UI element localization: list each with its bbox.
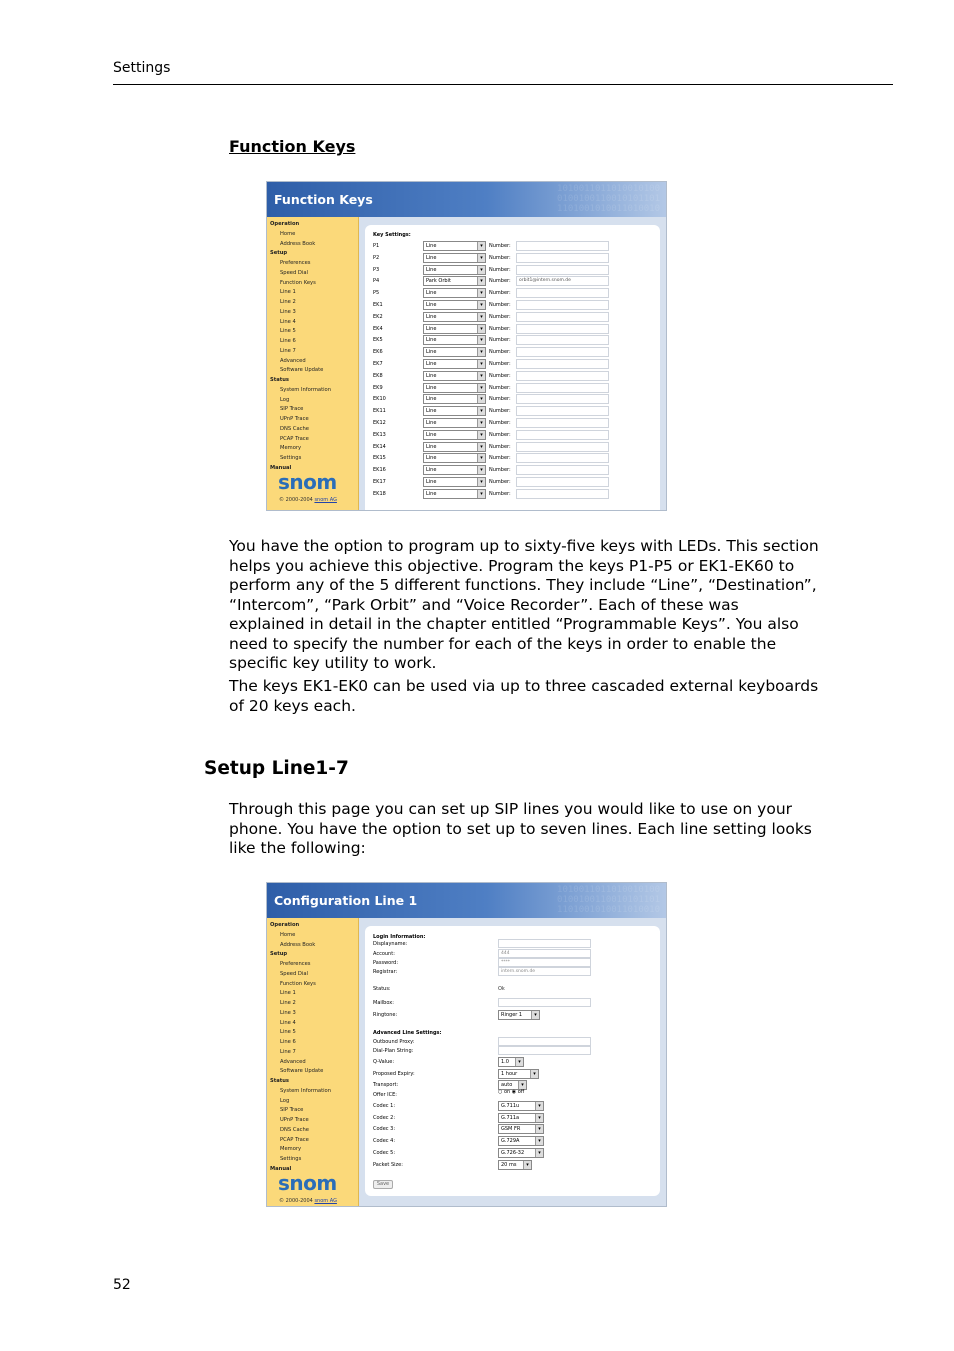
number-field[interactable] (516, 489, 609, 499)
ringtone-select[interactable]: Ringer 1 ▾ (498, 1010, 540, 1020)
number-label: Number: (489, 396, 511, 403)
key-row (373, 406, 653, 416)
sidebar-item[interactable]: Software Update (280, 367, 324, 374)
status-label: Status: (373, 986, 391, 992)
number-field[interactable] (516, 418, 609, 428)
number-label: Number: (489, 349, 511, 356)
sidebar-item[interactable]: DNS Cache (280, 1126, 309, 1133)
key-type-select[interactable]: Line ▾ (423, 430, 486, 440)
codec1-select[interactable]: G.711u ▾ (498, 1101, 544, 1111)
offer-ice-radios[interactable]: ○ on ◉ off (498, 1089, 525, 1095)
number-label: Number: (489, 313, 511, 320)
key-type-select[interactable]: Line ▾ (423, 442, 486, 452)
dialplan-field[interactable] (498, 1046, 591, 1055)
key-type-select[interactable]: Line ▾ (423, 347, 486, 357)
qvalue-select[interactable]: 1.0 ▾ (498, 1057, 524, 1067)
packet-size-label: Packet Size: (373, 1162, 403, 1168)
sidebar-item[interactable]: Address Book (280, 240, 316, 247)
sidebar-item[interactable]: Function Keys (280, 980, 316, 987)
number-label: Number: (489, 254, 511, 261)
key-label: EK10 (373, 396, 386, 403)
sidebar-item[interactable]: Line 1 (280, 289, 296, 296)
key-type-select[interactable]: Line ▾ (423, 465, 486, 475)
copyright: © 2000-2004 snom AG (279, 497, 337, 503)
login-heading: Login Information: (373, 934, 426, 940)
screenshot-title: Configuration Line 1 (274, 893, 418, 908)
key-row (373, 371, 653, 381)
number-field[interactable] (516, 312, 609, 322)
sidebar-group-label: Manual (270, 1165, 292, 1172)
key-label: EK16 (373, 467, 386, 474)
mailbox-label: Mailbox: (373, 1000, 394, 1006)
sidebar-item[interactable]: Line 7 (280, 347, 296, 354)
sidebar-item[interactable]: Speed Dial (280, 970, 308, 977)
mailbox-field[interactable] (498, 998, 591, 1007)
codec1-label: Codec 1: (373, 1103, 396, 1109)
sidebar-nav (267, 918, 358, 1175)
key-type-select[interactable]: Line ▾ (423, 300, 486, 310)
key-type-select[interactable]: Line ▾ (423, 359, 486, 369)
key-settings-heading: Key Settings: (373, 232, 411, 238)
codec4-select[interactable]: G.729A ▾ (498, 1136, 544, 1146)
sidebar-group-label: Setup (270, 951, 288, 958)
sidebar-item[interactable]: Line 6 (280, 1039, 296, 1045)
number-label: Number: (489, 384, 511, 391)
key-type-select[interactable]: Line ▾ (423, 288, 486, 298)
number-field[interactable] (516, 265, 609, 275)
key-row (373, 359, 653, 369)
sidebar-item[interactable]: Line 3 (280, 308, 296, 315)
number-field[interactable] (516, 394, 609, 404)
sidebar-item[interactable]: Line 7 (280, 1048, 296, 1055)
sidebar-item[interactable]: Log (280, 1097, 290, 1104)
key-row (373, 383, 653, 393)
page-number: 52 (113, 1277, 131, 1293)
number-field[interactable] (516, 477, 609, 487)
codec5-label: Codec 5: (373, 1150, 396, 1156)
sidebar-group-label: Status (270, 1078, 289, 1084)
number-label: Number: (489, 243, 511, 249)
number-field[interactable] (516, 453, 609, 463)
sidebar-item[interactable]: Software Update (280, 1068, 324, 1075)
key-type-select[interactable]: Line ▾ (423, 324, 486, 334)
key-type-select[interactable]: Line ▾ (423, 383, 486, 393)
key-row (373, 465, 653, 475)
key-row (373, 477, 653, 487)
account-label: Account: (373, 951, 395, 957)
sidebar-item[interactable]: Line 2 (280, 1000, 296, 1006)
sidebar-item[interactable]: Advanced (280, 357, 306, 364)
expiry-label: Proposed Expiry: (373, 1071, 415, 1077)
number-field[interactable]: orbit1@intern.snom.de (516, 276, 609, 286)
sidebar-item[interactable]: SIP Trace (280, 406, 304, 413)
key-type-select[interactable]: Line ▾ (423, 477, 486, 487)
key-row (373, 324, 653, 334)
number-field[interactable] (516, 241, 609, 251)
sidebar-group-label: Operation (270, 922, 300, 928)
sidebar-item[interactable]: Line 6 (280, 338, 296, 344)
section-title-function-keys: Function Keys (229, 137, 356, 156)
key-type-select[interactable]: Line ▾ (423, 253, 486, 263)
sidebar-item[interactable]: Preferences (280, 961, 311, 967)
outbound-proxy-label: Outbound Proxy: (373, 1039, 415, 1045)
sidebar-item[interactable]: DNS Cache (280, 425, 309, 432)
key-type-select[interactable]: Line ▾ (423, 406, 486, 416)
number-label: Number: (489, 337, 511, 344)
sidebar-item[interactable]: Line 2 (280, 299, 296, 305)
codec2-select[interactable]: G.711a ▾ (498, 1113, 544, 1123)
number-field[interactable] (516, 371, 609, 381)
number-label: Number: (489, 361, 511, 367)
key-label: EK13 (373, 431, 386, 438)
screenshot-sidebar (267, 918, 359, 1206)
codec2-label: Codec 2: (373, 1115, 396, 1121)
save-button[interactable]: Save (373, 1180, 393, 1189)
expiry-select[interactable]: 1 hour ▾ (498, 1069, 539, 1079)
registrar-label: Registrar: (373, 969, 398, 975)
key-row (373, 300, 653, 310)
number-label: Number: (489, 266, 511, 273)
password-field[interactable]: **** (498, 958, 591, 967)
key-type-select[interactable]: Line ▾ (423, 489, 486, 499)
number-field[interactable] (516, 465, 609, 475)
outbound-proxy-field[interactable] (498, 1037, 591, 1046)
key-row (373, 265, 653, 275)
number-label: Number: (489, 420, 511, 426)
setup-line-paragraph: Through this page you can set up SIP lines you would like to use on your phone. You have the option to set up to seven lines. Each line setting looks like the following: (229, 800, 812, 857)
function-keys-screenshot (266, 181, 667, 511)
snom-logo: snom (278, 470, 337, 494)
sidebar-item[interactable]: Address Book (280, 941, 316, 948)
sidebar-item[interactable]: System Information (280, 386, 332, 393)
key-label: EK18 (373, 490, 386, 497)
key-label: EK17 (373, 479, 386, 485)
number-field[interactable] (516, 347, 609, 357)
key-row (373, 241, 653, 251)
key-type-select[interactable]: Line ▾ (423, 335, 486, 345)
sidebar-item[interactable]: Settings (280, 1156, 302, 1162)
sidebar-group-label: Manual (270, 464, 292, 471)
sidebar-item[interactable]: UPnP Trace (280, 416, 309, 422)
key-label: EK4 (373, 325, 383, 332)
sidebar-nav (267, 217, 358, 474)
number-field[interactable] (516, 406, 609, 416)
key-row (373, 276, 653, 286)
number-label: Number: (489, 479, 511, 485)
sidebar-item[interactable]: Line 5 (280, 328, 296, 335)
key-label: EK2 (373, 313, 383, 320)
sidebar-group-label: Setup (270, 250, 288, 257)
number-label: Number: (489, 431, 511, 438)
key-row (373, 442, 653, 452)
number-field[interactable] (516, 300, 609, 310)
transport-label: Transport: (373, 1082, 399, 1088)
number-label: Number: (489, 302, 511, 308)
header-rule (113, 84, 893, 85)
sidebar-group-label: Operation (270, 221, 300, 227)
key-row (373, 335, 653, 345)
key-type-select[interactable]: Line ▾ (423, 265, 486, 275)
sidebar-item[interactable]: Line 4 (280, 318, 296, 325)
sidebar-item[interactable]: Function Keys (280, 279, 316, 286)
ringtone-label: Ringtone: (373, 1012, 398, 1018)
key-label: EK5 (373, 337, 383, 344)
sidebar-item[interactable]: SIP Trace (280, 1107, 304, 1114)
key-label: EK12 (373, 420, 386, 426)
key-label: EK14 (373, 443, 386, 450)
packet-size-select[interactable]: 20 ms ▾ (498, 1160, 532, 1170)
function-keys-paragraph-2: The keys EK1-EK0 can be used via up to three cascaded external keyboards of 20 keys each. (229, 677, 819, 715)
company-link[interactable]: snom AG (314, 497, 337, 503)
number-label: Number: (489, 290, 511, 297)
key-row (373, 288, 653, 298)
key-type-select[interactable]: Line ▾ (423, 371, 486, 381)
key-type-select[interactable]: Line ▾ (423, 394, 486, 404)
key-type-select[interactable]: Park Orbit ▾ (423, 276, 486, 286)
codec3-label: Codec 3: (373, 1126, 396, 1132)
sidebar-item[interactable]: System Information (280, 1087, 332, 1094)
number-field[interactable] (516, 335, 609, 345)
sidebar-item[interactable]: PCAP Trace (280, 1136, 309, 1143)
screenshot-title: Function Keys (274, 192, 373, 207)
key-type-select[interactable]: Line ▾ (423, 241, 486, 251)
sidebar-item[interactable]: PCAP Trace (280, 435, 309, 442)
displayname-field[interactable] (498, 939, 591, 948)
number-label: Number: (489, 325, 511, 332)
key-label: EK15 (373, 455, 386, 462)
sidebar-item[interactable]: Log (280, 396, 290, 403)
dialplan-label: Dial-Plan String: (373, 1048, 414, 1054)
codec3-select[interactable]: GSM FR ▾ (498, 1124, 544, 1134)
key-row (373, 347, 653, 357)
sidebar-item[interactable]: UPnP Trace (280, 1117, 309, 1123)
key-row (373, 418, 653, 428)
number-field[interactable] (516, 359, 609, 369)
transport-select[interactable]: auto ▾ (498, 1080, 527, 1090)
key-settings-panel (365, 225, 660, 510)
key-label: P4 (373, 278, 380, 285)
number-label: Number: (489, 278, 511, 285)
function-keys-paragraph-1: You have the option to program up to sixty-five keys with LEDs. This section helps you achieve this objective. Program the keys P1-P5 or EK1-EK60 to perform any of the 5 different functions. They include “Line”, “Destination”, “Intercom”, “Park Orbit” and “Voice Recorder”. Each of these was explained in detail in the chapter entitled “Programmable Keys”. You also need to specify the number for each of the keys in order to enable the specific key utility to work. (229, 537, 819, 672)
codec5-select[interactable]: G.726-32 ▾ (498, 1148, 544, 1158)
section-title-setup-line: Setup Line1-7 (204, 758, 349, 779)
running-header: Settings (113, 60, 171, 76)
sidebar-item[interactable]: Preferences (280, 260, 311, 266)
key-label: EK1 (373, 302, 383, 308)
sidebar-item[interactable]: Memory (280, 1146, 302, 1153)
number-field[interactable] (516, 324, 609, 334)
key-label: EK6 (373, 349, 383, 356)
key-row (373, 453, 653, 463)
number-label: Number: (489, 490, 511, 497)
number-label: Number: (489, 467, 511, 474)
password-label: Password: (373, 960, 399, 966)
status-value: Ok (498, 986, 505, 992)
key-label: P5 (373, 290, 380, 297)
number-field[interactable] (516, 430, 609, 440)
key-type-select[interactable]: Line ▾ (423, 453, 486, 463)
sidebar-item[interactable]: Settings (280, 455, 302, 461)
key-type-select[interactable]: Line ▾ (423, 312, 486, 322)
key-row (373, 312, 653, 322)
key-label: EK9 (373, 384, 383, 391)
company-link[interactable]: snom AG (314, 1198, 337, 1204)
displayname-label: Displayname: (373, 941, 408, 947)
codec4-label: Codec 4: (373, 1138, 396, 1144)
snom-logo: snom (278, 1171, 337, 1195)
sidebar-item[interactable]: Line 5 (280, 1029, 296, 1036)
sidebar-item[interactable]: Advanced (280, 1058, 306, 1065)
number-label: Number: (489, 408, 511, 415)
number-field[interactable] (516, 383, 609, 393)
key-type-select[interactable]: Line ▾ (423, 418, 486, 428)
number-label: Number: (489, 455, 511, 462)
configuration-line-screenshot (266, 882, 667, 1207)
number-label: Number: (489, 443, 511, 450)
key-label: P2 (373, 254, 380, 261)
screenshot-titlebar: 1010011011010010100 0100100110010101101 1101001010011010010 Configuration Line 1 (267, 883, 666, 918)
key-label: EK11 (373, 408, 386, 415)
sidebar-item[interactable]: Line 4 (280, 1019, 296, 1026)
sidebar-item[interactable]: Line 3 (280, 1009, 296, 1016)
sidebar-item[interactable]: Line 1 (280, 990, 296, 997)
advanced-heading: Advanced Line Settings: (373, 1030, 442, 1036)
screenshot-titlebar: 1010011011010010100 0100100110010101101 1101001010011010010 Function Keys (267, 182, 666, 217)
key-label: EK7 (373, 361, 383, 367)
key-label: EK8 (373, 372, 383, 379)
sidebar-item[interactable]: Home (280, 931, 296, 938)
key-row (373, 253, 653, 263)
key-row (373, 489, 653, 499)
account-field[interactable]: 444 (498, 949, 591, 958)
offer-ice-label: Offer ICE: (373, 1092, 397, 1098)
number-field[interactable] (516, 442, 609, 452)
sidebar-item[interactable]: Memory (280, 445, 302, 452)
key-row (373, 430, 653, 440)
key-row (373, 394, 653, 404)
screenshot-sidebar (267, 217, 359, 510)
key-label: P1 (373, 243, 380, 249)
sidebar-item[interactable]: Speed Dial (280, 269, 308, 276)
copyright: © 2000-2004 snom AG (279, 1198, 337, 1204)
line-config-panel (365, 926, 660, 1196)
number-field[interactable] (516, 288, 609, 298)
sidebar-item[interactable]: Home (280, 230, 296, 237)
number-field[interactable] (516, 253, 609, 263)
qvalue-label: Q-Value: (373, 1059, 395, 1065)
registrar-field[interactable]: intern.snom.de (498, 967, 591, 976)
sidebar-group-label: Status (270, 377, 289, 383)
key-label: P3 (373, 266, 380, 273)
number-label: Number: (489, 372, 511, 379)
